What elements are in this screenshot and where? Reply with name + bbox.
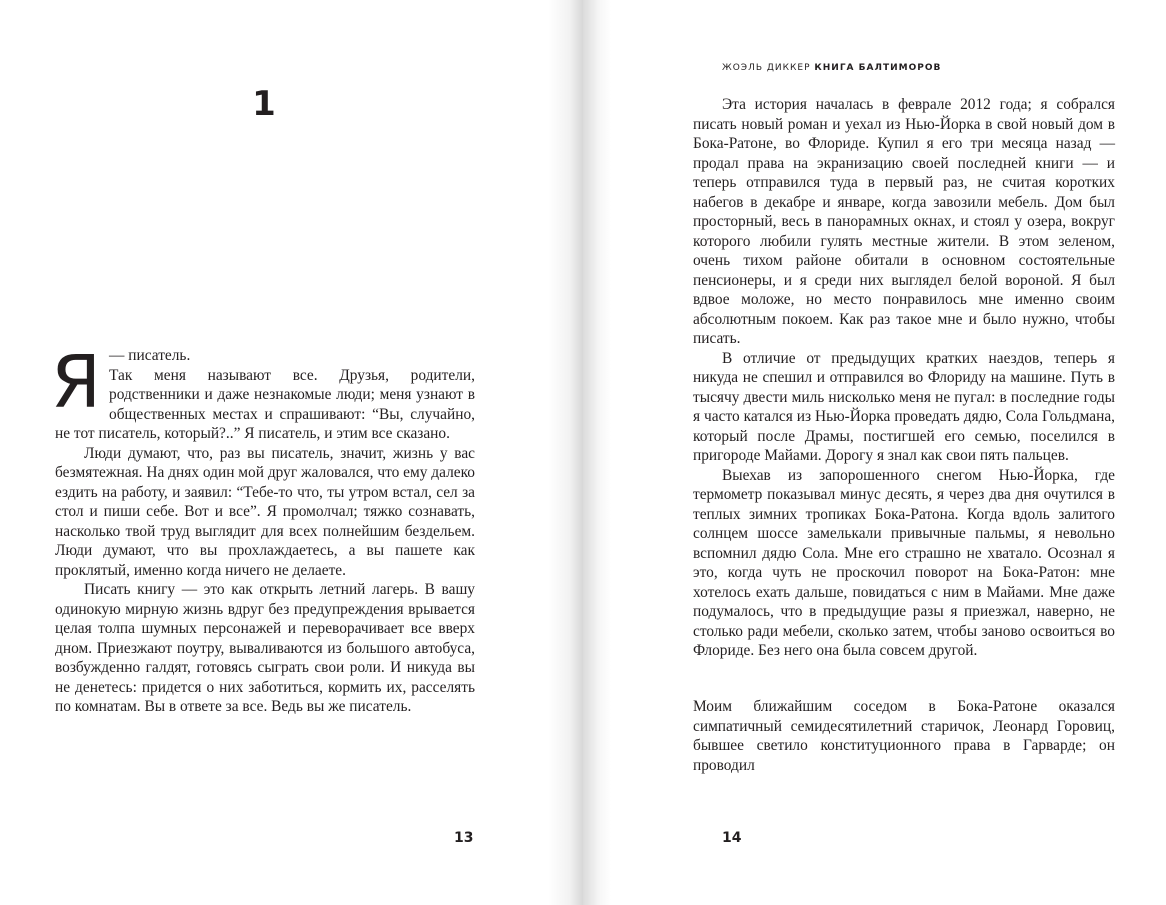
running-head-author: ЖОЭЛЬ ДИККЕР bbox=[722, 63, 811, 73]
paragraph: Эта история началась в феврале 2012 года; я собрался писать новый роман и уехал из Нью-Йорка в свой новый дом в Бока-Ратоне, во Флориде. Купил я его три месяца назад — продал права на экранизацию своей последней книги — и теперь отправился туда в первый раз, не считая коротких набегов в декабре и январе, когда завозили мебель. Дом был просторный, весь в панорамных окнах, и стоял у озера, вокруг которого любили гулять местные жители. В этом зеленом, очень тихом районе обитали в основном состоятельные пенсионеры, и я среди них выглядел белой вороной. Я был вдвое моложе, но место понравилось мне именно своим абсолютным покоем. Как раз такое мне и было нужно, чтобы писать. bbox=[693, 96, 1115, 347]
paragraph: Люди думают, что, раз вы писатель, значит, жизнь у вас безмятежная. На днях один мой друг жаловался, что ему далеко ездить на работу, и заявил: “Тебе-то что, ты утром встал, сел за стол и пиши себе. Вот и все”. Я промолчал; тяжко сознавать, насколько твой труд выглядит для всех полнейшим бездельем. Люди думают, что вы прохлаждаетесь, а вы пашете как проклятый, именно когда ничего не делаете. bbox=[55, 444, 475, 579]
gutter-shadow-right bbox=[583, 0, 611, 905]
right-page-text bbox=[693, 95, 1115, 661]
page-number-left: 13 bbox=[454, 830, 474, 846]
opening-line: — писатель. bbox=[109, 347, 191, 364]
paragraph: Так меня называют все. Друзья, родители, родственники и даже незнакомые люди; меня узнают в общественных местах и спрашивают: “Вы, случайно, не тот писатель, который?..” Я писатель, и этим все сказано. bbox=[55, 366, 475, 442]
drop-cap: Я bbox=[51, 340, 102, 424]
paragraph: Писать книгу — это как открыть летний лагерь. В вашу одинокую мирную жизнь вдруг без предупреждения врывается целая толпа шумных персонажей и переворачивает все вверх дном. Приезжают поутру, вываливаются из большого автобуса, возбужденно галдят, готовясь сыграть свои роли. И никуда вы не денетесь: придется о них заботиться, кормить их, расселять по комнатам. Вы в ответе за все. Ведь вы же писатель. bbox=[55, 581, 475, 715]
left-page-text bbox=[51, 340, 475, 717]
section-text bbox=[693, 697, 1115, 775]
page-number-right: 14 bbox=[722, 830, 742, 846]
paragraph: В отличие от предыдущих кратких наездов, теперь я никуда не спешил и отправился во Флориду на машине. Путь в тысячу двести миль нисколько меня не пугал: в последние годы я часто катался из Нью-Йорка проведать дядю, Сола Гольдмана, который после Драмы, постигшей его семью, поселился в пригороде Майами. Дорогу я знал как свои пять пальцев. bbox=[693, 349, 1115, 464]
running-head-title: КНИГА БАЛТИМОРОВ bbox=[814, 63, 942, 73]
section-paragraph: Моим ближайшим соседом в Бока-Ратоне оказался симпатичный семидесятилетний старичок, Леонард Горовиц, бывшее светило конституционного права в Гарварде; он проводил bbox=[693, 698, 1115, 774]
gutter-shadow-left bbox=[548, 0, 583, 905]
running-head bbox=[722, 62, 941, 74]
paragraph: Выехав из запорошенного снегом Нью-Йорка, где термометр показывал минус десять, я через два дня очутился в теплых зимних тропиках Бока-Ратона. Когда вдоль залитого солнцем шоссе замелькали привычные пальмы, я невольно вспомнил дядю Сола. Мне его страшно не хватало. Осознал я это, когда чуть не проскочил поворот на Бока-Ратон: мне хотелось ехать дальше, повидаться с ним в Майами. Мне даже подумалось, что в предыдущие разы я приезжал, наверно, не столько ради мебели, сколько затем, чтобы заново освоиться во Флориде. Без него она была совсем другой. bbox=[693, 466, 1115, 659]
chapter-number: 1 bbox=[252, 84, 276, 124]
